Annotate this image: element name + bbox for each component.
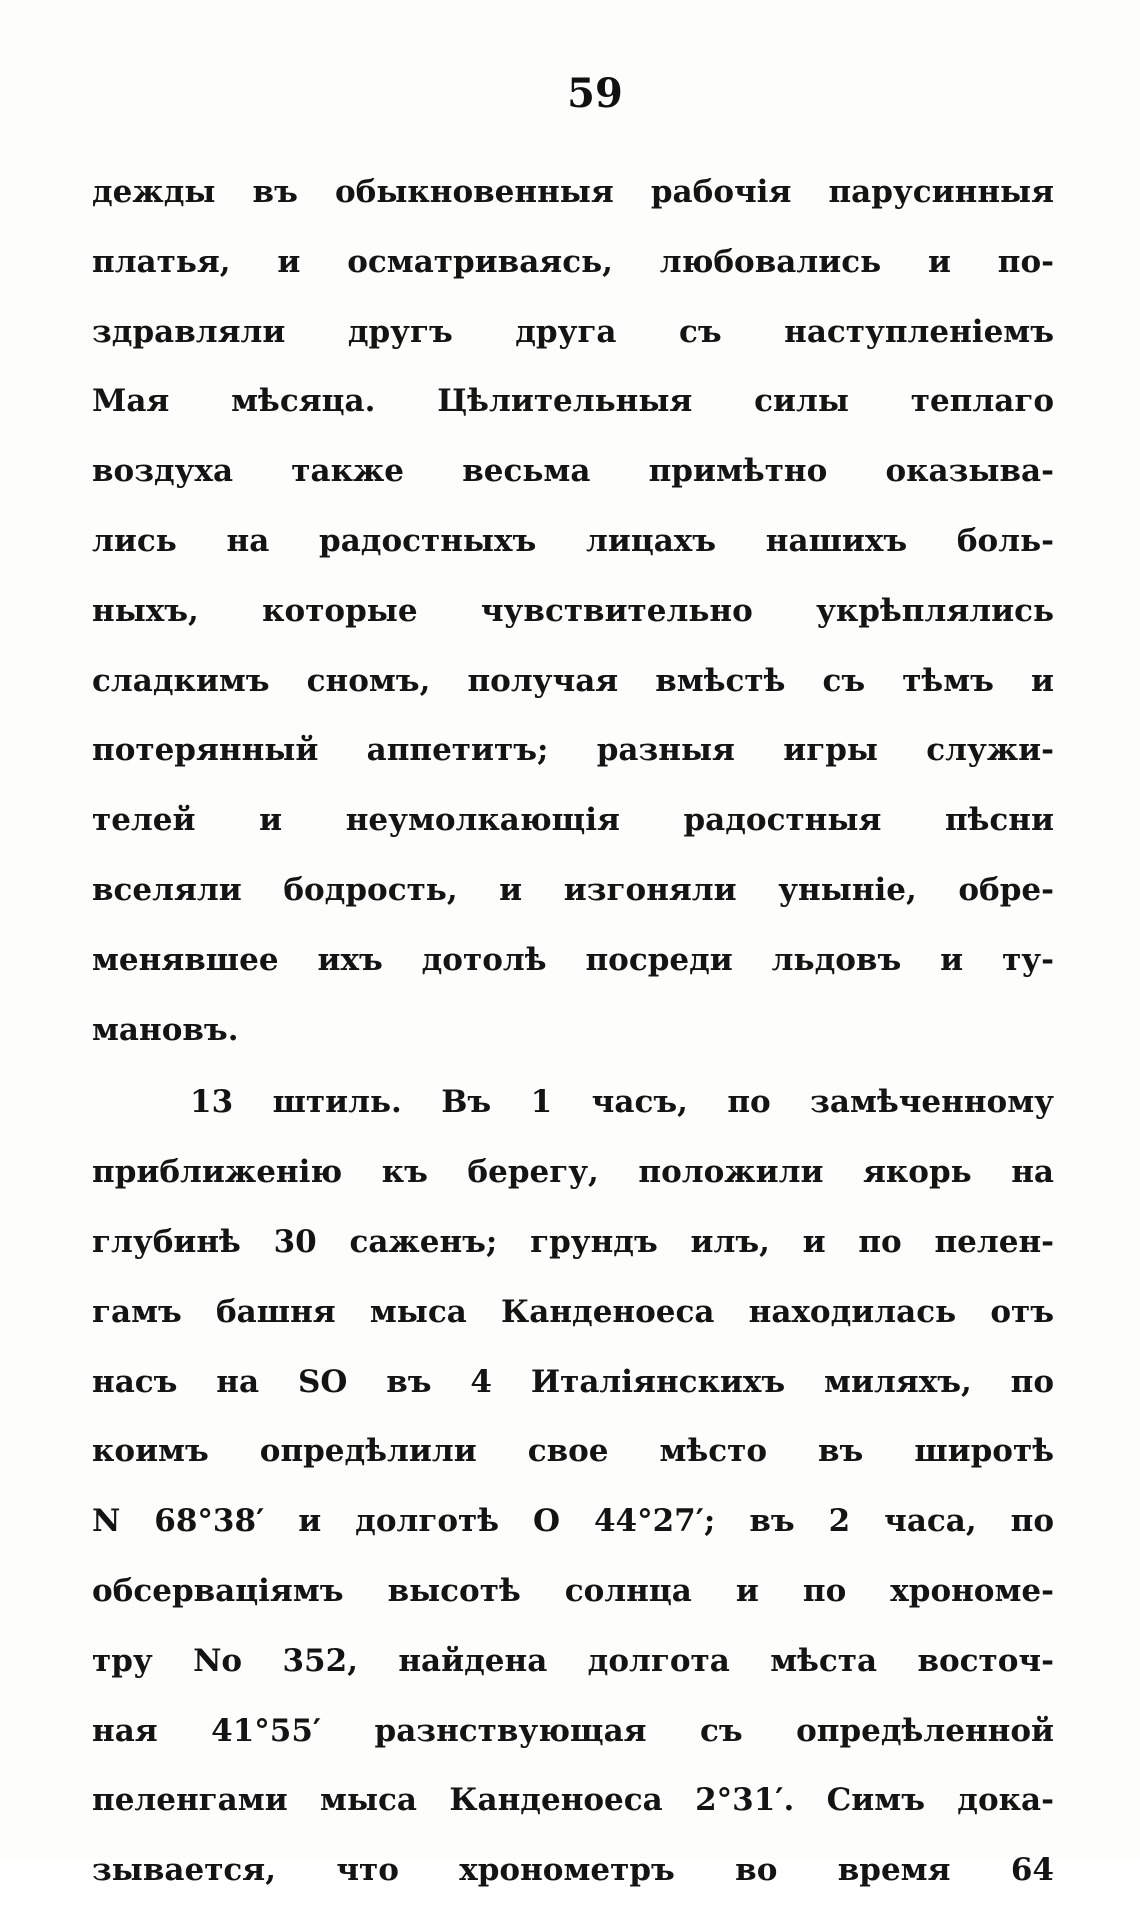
paragraph-2 <box>92 1068 1054 1906</box>
text-line: пеленгами мыса Канденоеса 2°31′. Симъ дока- <box>92 1782 1054 1819</box>
text-line: зывается, что хронометръ во время 64 <box>92 1852 1054 1889</box>
text-line: здравляли другъ друга съ наступленіемъ <box>92 313 1054 350</box>
text-line: воздуха также весьма примѣтно оказыва- <box>92 453 1054 490</box>
text-line: N 68°38′ и долготѣ O 44°27′; въ 2 часа, по <box>92 1503 1054 1540</box>
text-line: приближенію къ берегу, положили якорь на <box>92 1154 1054 1191</box>
text-line: лись на радостныхъ лицахъ нашихъ боль- <box>92 522 1054 559</box>
text-line: насъ на SO въ 4 Италіянскихъ миляхъ, по <box>92 1363 1054 1400</box>
text-line: дежды въ обыкновенныя рабочія парусинныя <box>92 174 1054 210</box>
text-line: глубинѣ 30 саженъ; грундъ илъ, и по пелен- <box>92 1223 1054 1260</box>
page-number: 59 <box>567 70 623 117</box>
text-line: Мая мѣсяца. Цѣлительныя силы теплаго <box>92 383 1054 420</box>
text-line: платья, и осматриваясь, любовались и по- <box>92 243 1054 280</box>
paragraph-1 <box>92 158 1054 1065</box>
text-line: потерянный аппетитъ; разныя игры служи- <box>92 732 1054 769</box>
text-line: обсерваціямъ высотѣ солнца и по хрономе- <box>92 1572 1054 1609</box>
text-line: телей и неумолкающія радостныя пѣсни <box>92 802 1054 839</box>
text-line: гамъ башня мыса Канденоеса находилась отъ <box>92 1293 1054 1330</box>
text-line: коимъ опредѣлили свое мѣсто въ широтѣ <box>92 1433 1054 1470</box>
text-line: ныхъ, которые чувствительно укрѣплялись <box>92 592 1054 629</box>
text-line: сладкимъ сномъ, получая вмѣстѣ съ тѣмъ и <box>92 662 1054 699</box>
text-line: 13 штиль. Въ 1 часъ, по замѣченному <box>190 1084 1054 1121</box>
text-line: тру No 352, найдена долгота мѣста восточ- <box>92 1642 1054 1679</box>
text-line: менявшее ихъ дотолѣ посреди льдовъ и ту- <box>92 941 1054 978</box>
text-line: ная 41°55′ разнствующая съ опредѣленной <box>92 1712 1054 1749</box>
text-line: вселяли бодрость, и изгоняли уныніе, обре- <box>92 871 1054 908</box>
text-line: мановъ. <box>92 1011 239 1048</box>
page-text <box>92 158 1054 1906</box>
